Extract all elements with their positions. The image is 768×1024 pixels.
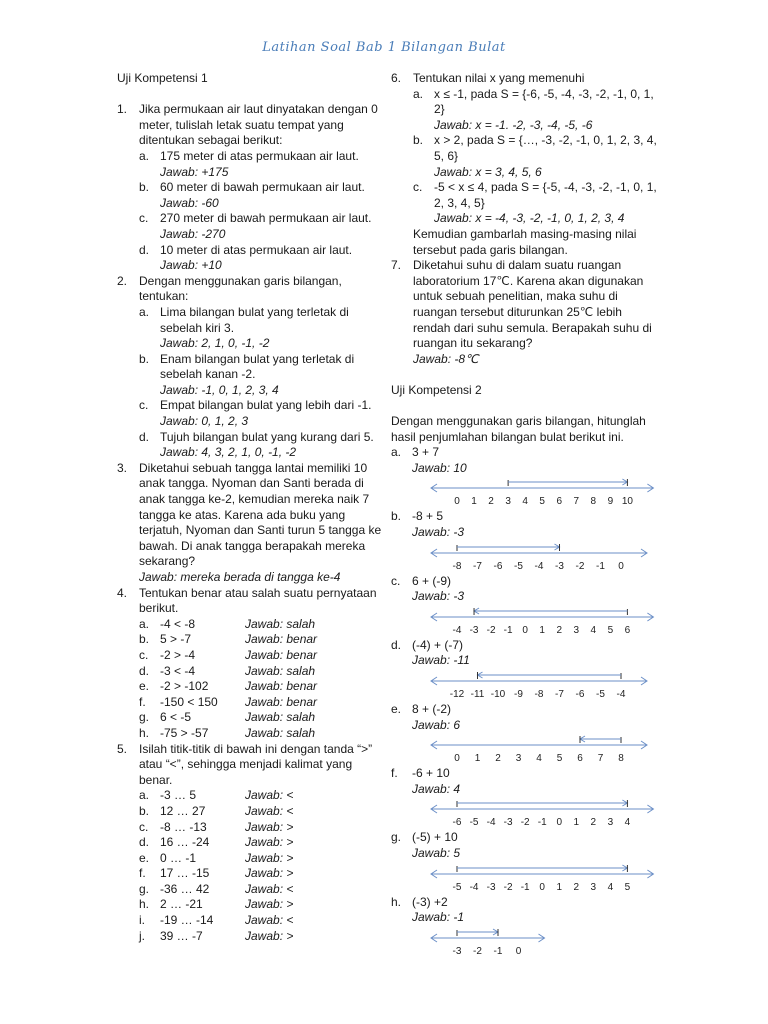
- statement: -36 … 42: [160, 881, 210, 896]
- question-4: [117, 586, 385, 742]
- expression: (-5) + 10: [412, 830, 458, 845]
- tick-label: -7: [473, 560, 482, 572]
- tick-label: 1: [471, 496, 477, 508]
- item-text: 60 meter di bawah permukaan air laut.: [160, 180, 365, 195]
- item-label: a.: [139, 788, 150, 803]
- number-line: [413, 541, 653, 574]
- list-item: [139, 305, 385, 352]
- statement-row: [139, 648, 385, 664]
- item-label: g.: [139, 710, 150, 725]
- tick-label: 6: [624, 624, 631, 636]
- tick-label: 0: [515, 945, 522, 957]
- tick-label: 4: [590, 624, 597, 636]
- item-label: i.: [139, 913, 145, 928]
- addition-problem: [391, 574, 661, 638]
- answer: Jawab: -60: [160, 195, 219, 210]
- addition-problems: [391, 445, 661, 959]
- expression: -6 + 10: [412, 766, 450, 781]
- question-text: Jika permukaan air laut dinyatakan dengan 0 meter, tulislah letak suatu tempat yang ditentukan sebagai berikut:: [139, 102, 378, 148]
- tick-label: -8: [534, 689, 544, 700]
- tick-label: 0: [522, 624, 528, 636]
- item-label: e.: [139, 850, 150, 865]
- list-item: [139, 430, 385, 461]
- tick-label: 0: [539, 881, 545, 893]
- item-label: j.: [139, 928, 145, 943]
- tick-label: -5: [452, 881, 462, 893]
- tick-label: -5: [514, 560, 523, 572]
- tick-label: 5: [556, 753, 563, 765]
- answer: Jawab: +10: [160, 258, 222, 273]
- statement: 2 … -21: [160, 897, 203, 912]
- tick-label: -6: [575, 689, 585, 700]
- statement: 17 … -15: [160, 866, 210, 881]
- tick-label: 7: [597, 753, 604, 765]
- tick-label: 1: [573, 817, 580, 829]
- tick-label: 2: [488, 496, 494, 508]
- page-title: Latihan Soal Bab 1 Bilangan Bulat: [262, 40, 506, 55]
- answer: Jawab: 5: [412, 845, 461, 860]
- question-number: 7.: [391, 258, 402, 273]
- tick-label: -4: [452, 624, 462, 636]
- section-heading-1: Uji Kompetensi 1: [117, 71, 208, 85]
- tick-label: 4: [522, 496, 528, 508]
- right-column: [391, 71, 661, 959]
- addition-problem: [391, 702, 661, 766]
- item-label: b.: [139, 632, 150, 647]
- list-item: [139, 180, 385, 211]
- number-line: [413, 733, 653, 766]
- item-label: b.: [139, 351, 150, 366]
- tick-label: 0: [618, 560, 624, 572]
- question-1: [117, 102, 385, 274]
- list-item: [139, 243, 385, 274]
- tick-label: -10: [490, 689, 506, 700]
- item-label: b.: [391, 509, 402, 524]
- tick-label: -5: [469, 817, 479, 829]
- item-text: x > 2, pada S = {…, -3, -2, -1, 0, 1, 2, 3, 4, 5, 6}: [434, 133, 657, 163]
- item-label: a.: [139, 304, 150, 319]
- statement: 6 < -5: [160, 710, 192, 725]
- tick-label: -3: [486, 881, 496, 893]
- answer: Jawab: benar: [245, 694, 318, 709]
- item-label: c.: [139, 647, 149, 662]
- addition-problem: [391, 638, 661, 702]
- addition-problem: [391, 766, 661, 830]
- item-text: Lima bilangan bulat yang terletak di sebelah kiri 3.: [160, 304, 349, 335]
- tick-label: 4: [624, 817, 631, 829]
- statement: -4 < -8: [160, 616, 196, 631]
- tick-label: -3: [452, 945, 462, 957]
- item-label: d.: [139, 663, 150, 678]
- question-text: Diketahui suhu di dalam suatu ruangan laboratorium 17℃. Karena akan digunakan untuk sebuah penelitian, maka suhu di ruangan tersebut diturunkan 25℃ lebih rendah dari suhu semula. Berapakah suhu di ruangan itu sekarang?: [413, 258, 652, 351]
- tick-label: 7: [573, 496, 580, 508]
- tick-label: 5: [539, 496, 545, 508]
- item-label: h.: [139, 897, 150, 912]
- tick-label: -1: [596, 560, 605, 572]
- answer: Jawab: -1, 0, 1, 2, 3, 4: [160, 382, 279, 397]
- addition-problem: [391, 445, 661, 509]
- statement-row: [139, 851, 385, 867]
- answer: Jawab: -8℃: [413, 351, 479, 366]
- number-line: [413, 476, 653, 509]
- tick-label: 9: [607, 496, 614, 508]
- tick-label: -7: [555, 689, 564, 700]
- item-text: -5 < x ≤ 4, pada S = {-5, -4, -3, -2, -1, 0, 1, 2, 3, 4, 5}: [434, 180, 657, 210]
- question-text: Isilah titik-titik di bawah ini dengan tanda “>” atau “<”, sehingga menjadi kalimat yang benar.: [139, 741, 373, 787]
- number-line: [413, 797, 653, 830]
- statement-row: [139, 835, 385, 851]
- tick-label: -4: [469, 881, 479, 893]
- statement: 5 > -7: [160, 632, 192, 647]
- list-item: [139, 211, 385, 242]
- tick-label: 10: [621, 496, 633, 508]
- tick-label: 2: [573, 881, 580, 893]
- tick-label: -8: [452, 560, 462, 572]
- item-label: b.: [139, 180, 150, 195]
- tick-label: 3: [515, 753, 522, 765]
- section-heading-2: Uji Kompetensi 2: [391, 382, 482, 397]
- item-label: f.: [391, 766, 398, 781]
- statement: -3 < -4: [160, 663, 196, 678]
- tick-label: 1: [556, 881, 563, 893]
- answer: Jawab: 0, 1, 2, 3: [160, 414, 249, 429]
- tick-label: -11: [470, 689, 485, 700]
- item-text: Enam bilangan bulat yang terletak di sebelah kanan -2.: [160, 351, 355, 382]
- statement: -150 < 150: [160, 694, 218, 709]
- statement: -2 > -4: [160, 647, 196, 662]
- tick-label: 5: [607, 624, 614, 636]
- item-label: g.: [139, 881, 150, 896]
- item-text: Tujuh bilangan bulat yang kurang dari 5.: [160, 429, 374, 444]
- item-label: a.: [139, 616, 150, 631]
- question-number: 5.: [117, 741, 128, 756]
- answer: Jawab: x = -1. -2, -3, -4, -5, -6: [434, 117, 593, 132]
- tick-label: 0: [454, 753, 460, 765]
- answer: Jawab: >: [245, 850, 294, 865]
- question-number: 1.: [117, 102, 128, 117]
- answer: Jawab: x = 3, 4, 5, 6: [434, 164, 542, 179]
- statement-row: [139, 866, 385, 882]
- list-item: [413, 180, 661, 227]
- question-text: Diketahui sebuah tangga lantai memiliki 10 anak tangga. Nyoman dan Santi berada di anak tangga ke-2, kemudian mereka naik 7 tangga ke atas. Karena ada buku yang terjatuh, Nyoman dan Santi turun 5 tangga ke bawah. Di anak tangga berapakah mereka sekarang?: [139, 460, 382, 569]
- item-label: a.: [391, 445, 402, 460]
- answer: Jawab: 6: [412, 717, 461, 732]
- tick-label: 5: [624, 881, 631, 893]
- answer: Jawab: >: [245, 928, 294, 943]
- list-item: [139, 352, 385, 399]
- statement-row: [139, 726, 385, 742]
- tick-label: -12: [449, 689, 465, 700]
- tick-label: -5: [596, 689, 605, 700]
- question-7: [391, 258, 661, 367]
- item-label: h.: [139, 725, 150, 740]
- tick-label: -1: [493, 945, 503, 957]
- tick-label: 0: [454, 496, 460, 508]
- statement: 39 … -7: [160, 928, 203, 943]
- tick-label: 3: [607, 817, 614, 829]
- item-label: f.: [139, 694, 146, 709]
- answer: Jawab: -1: [412, 910, 465, 925]
- list-item: [139, 149, 385, 180]
- item-label: e.: [139, 679, 150, 694]
- statement: 12 … 27: [160, 803, 206, 818]
- number-line: [413, 862, 653, 895]
- tick-label: -2: [503, 881, 513, 893]
- item-label: d.: [139, 242, 150, 257]
- question-number: 3.: [117, 460, 128, 475]
- tick-label: -4: [486, 817, 496, 829]
- answer: Jawab: 2, 1, 0, -1, -2: [160, 336, 270, 351]
- statement: -3 … 5: [160, 788, 197, 803]
- tick-label: 3: [573, 624, 580, 636]
- tick-label: 2: [590, 817, 597, 829]
- tick-label: 3: [590, 881, 597, 893]
- item-label: f.: [139, 866, 146, 881]
- list-item: [139, 398, 385, 429]
- item-label: c.: [139, 819, 149, 834]
- item-label: g.: [391, 830, 402, 845]
- tick-label: -4: [616, 689, 626, 700]
- expression: 8 + (-2): [412, 702, 452, 716]
- statement: 16 … -24: [160, 835, 210, 850]
- answer: Jawab: x = -4, -3, -2, -1, 0, 1, 2, 3, 4: [434, 211, 625, 226]
- tick-label: -1: [503, 624, 513, 636]
- statement-row: [139, 882, 385, 898]
- statement: -75 > -57: [160, 725, 209, 740]
- tick-label: -9: [514, 689, 523, 700]
- expression: 3 + 7: [412, 445, 440, 460]
- item-label: d.: [391, 637, 402, 652]
- answer: Jawab: salah: [245, 663, 316, 678]
- tick-label: 2: [495, 753, 501, 765]
- question-number: 6.: [391, 71, 402, 85]
- tick-label: 1: [539, 624, 545, 636]
- statement-row: [139, 897, 385, 913]
- number-line: [413, 926, 653, 959]
- item-text: 175 meter di atas permukaan air laut.: [160, 148, 359, 163]
- item-text: Empat bilangan bulat yang lebih dari -1.: [160, 398, 372, 413]
- item-text: x ≤ -1, pada S = {-6, -5, -4, -3, -2, -1, 0, 1, 2}: [434, 86, 654, 117]
- expression: (-4) + (-7): [412, 637, 463, 652]
- statement-row: [139, 679, 385, 695]
- answer: Jawab: <: [245, 803, 294, 818]
- answer: Jawab: benar: [245, 647, 318, 662]
- answer: Jawab: salah: [245, 725, 316, 740]
- expression: -8 + 5: [412, 509, 444, 524]
- answer: Jawab: >: [245, 835, 294, 850]
- addition-problem: [391, 830, 661, 894]
- tick-label: 0: [556, 817, 563, 829]
- tick-label: -6: [493, 560, 503, 572]
- item-label: a.: [139, 148, 150, 163]
- item-text: 270 meter di bawah permukaan air laut.: [160, 211, 372, 226]
- question-text: Tentukan nilai x yang memenuhi: [413, 71, 585, 85]
- answer: Jawab: 4: [412, 781, 461, 796]
- answer: Jawab: mereka berada di tangga ke-4: [139, 570, 341, 584]
- question-text: Tentukan benar atau salah suatu pernyataan berikut.: [139, 585, 377, 616]
- question-2: [117, 274, 385, 461]
- answer: Jawab: benar: [245, 679, 318, 694]
- tick-label: 6: [556, 496, 563, 508]
- answer: Jawab: -11: [412, 653, 470, 668]
- item-label: c.: [139, 398, 149, 413]
- tick-label: -1: [537, 817, 547, 829]
- item-label: h.: [391, 894, 402, 909]
- tick-label: 3: [505, 496, 511, 508]
- statement-row: [139, 804, 385, 820]
- item-label: b.: [413, 133, 424, 148]
- answer: Jawab: +175: [160, 164, 229, 179]
- statement-row: [139, 929, 385, 945]
- answer: Jawab: <: [245, 788, 294, 803]
- item-label: c.: [391, 573, 401, 588]
- item-label: d.: [139, 429, 150, 444]
- answer: Jawab: 10: [412, 460, 467, 475]
- answer: Jawab: <: [245, 881, 294, 896]
- answer: Jawab: benar: [245, 632, 318, 647]
- question-number: 2.: [117, 273, 128, 288]
- number-line: [413, 669, 653, 702]
- number-line: [413, 605, 653, 638]
- tick-label: 8: [618, 753, 624, 765]
- tick-label: 6: [577, 753, 583, 765]
- answer: Jawab: salah: [245, 710, 316, 725]
- statement: -19 … -14: [160, 913, 214, 928]
- tick-label: 2: [556, 624, 563, 636]
- statement-row: [139, 695, 385, 711]
- tick-label: -1: [520, 881, 530, 893]
- question-note: Kemudian gambarlah masing-masing nilai tersebut pada garis bilangan.: [413, 226, 637, 257]
- left-column: [117, 71, 385, 944]
- item-label: b.: [139, 803, 150, 818]
- item-text: 10 meter di atas permukaan air laut.: [160, 242, 353, 257]
- answer: Jawab: -3: [412, 589, 465, 604]
- statement: -2 > -102: [160, 679, 209, 694]
- tick-label: 1: [474, 753, 481, 765]
- tick-label: -2: [575, 560, 585, 572]
- expression: 6 + (-9): [412, 573, 452, 588]
- section-intro: Dengan menggunakan garis bilangan, hitunglah hasil penjumlahan bilangan bulat berikut ini.: [391, 414, 646, 444]
- answer: Jawab: <: [245, 913, 294, 928]
- list-item: [413, 87, 661, 134]
- tick-label: -6: [452, 817, 462, 829]
- tick-label: 8: [590, 496, 597, 508]
- question-number: 4.: [117, 585, 128, 600]
- statement: 0 … -1: [160, 850, 197, 865]
- statement: -8 … -13: [160, 819, 207, 834]
- statement-row: [139, 710, 385, 726]
- tick-label: 4: [607, 881, 614, 893]
- tick-label: -2: [486, 624, 496, 636]
- answer: Jawab: 4, 3, 2, 1, 0, -1, -2: [160, 445, 297, 460]
- tick-label: -3: [469, 624, 479, 636]
- question-6: [391, 71, 661, 258]
- statement-row: [139, 788, 385, 804]
- tick-label: -2: [473, 945, 482, 957]
- statement-row: [139, 617, 385, 633]
- item-label: a.: [413, 86, 424, 101]
- tick-label: -2: [520, 817, 530, 829]
- item-label: d.: [139, 835, 150, 850]
- tick-label: -4: [534, 560, 544, 572]
- expression: (-3) +2: [412, 894, 448, 909]
- item-label: c.: [139, 211, 149, 226]
- question-text: Dengan menggunakan garis bilangan, tentukan:: [139, 273, 342, 304]
- answer: Jawab: -3: [412, 525, 465, 540]
- item-label: e.: [391, 702, 402, 716]
- tick-label: 4: [536, 753, 542, 765]
- answer: Jawab: >: [245, 819, 294, 834]
- answer: Jawab: >: [245, 866, 294, 881]
- statement-row: [139, 820, 385, 836]
- answer: Jawab: >: [245, 897, 294, 912]
- tick-label: -3: [503, 817, 513, 829]
- list-item: [413, 133, 661, 180]
- tick-label: -3: [555, 560, 564, 572]
- statement-row: [139, 632, 385, 648]
- question-3: [117, 461, 385, 586]
- addition-problem: [391, 509, 661, 573]
- answer: Jawab: salah: [245, 616, 316, 631]
- question-5: [117, 742, 385, 945]
- answer: Jawab: -270: [160, 226, 226, 241]
- addition-problem: [391, 895, 661, 959]
- statement-row: [139, 664, 385, 680]
- statement-row: [139, 913, 385, 929]
- item-label: c.: [413, 180, 423, 195]
